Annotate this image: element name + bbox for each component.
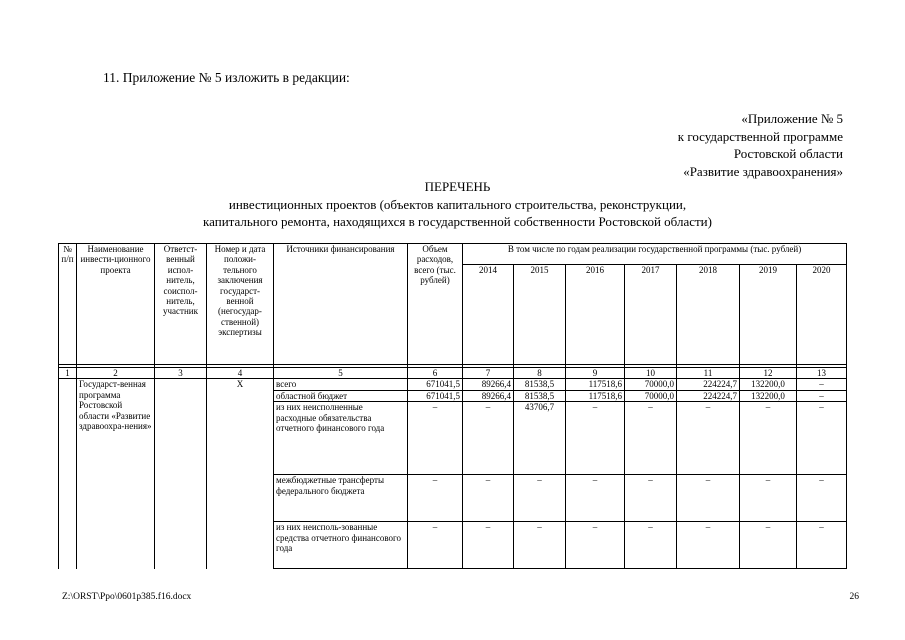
value-cell: – — [677, 522, 740, 569]
header-conclusion: Номер и дата положи-тельного заключения государст-венной (негосудар-ственной) экспертизы — [207, 244, 274, 365]
appendix-header — [678, 110, 843, 180]
source-cell: областной бюджет — [274, 390, 408, 401]
intro-text: 11. Приложение № 5 изложить в редакции: — [103, 70, 350, 85]
value-cell: – — [797, 522, 847, 569]
value-cell: – — [740, 475, 797, 522]
header-year: 2020 — [797, 265, 847, 365]
source-cell: межбюджетные трансферты федерального бюджета — [274, 475, 408, 522]
header-year: 2014 — [463, 265, 514, 365]
value-cell: – — [677, 475, 740, 522]
source-cell: из них неисполь-зованные средства отчетного финансового года — [274, 522, 408, 569]
value-cell: – — [566, 402, 625, 475]
value-cell: – — [797, 402, 847, 475]
value-cell: – — [408, 475, 463, 522]
value-cell: – — [566, 522, 625, 569]
title-heading: ПЕРЕЧЕНЬ — [424, 179, 491, 194]
header-year: 2016 — [566, 265, 625, 365]
row-num-cell — [59, 390, 77, 401]
table-row — [59, 379, 847, 390]
footer-file-path: Z:\ORST\Ppo\0601p385.f16.docx — [62, 592, 192, 602]
executor-cell — [155, 379, 207, 569]
source-cell: всего — [274, 379, 408, 390]
column-number: 2 — [77, 368, 155, 379]
value-cell: – — [408, 522, 463, 569]
value-cell: 132200,0 — [740, 390, 797, 401]
header-year: 2017 — [625, 265, 677, 365]
column-number: 9 — [566, 368, 625, 379]
header-year: 2019 — [740, 265, 797, 365]
column-number: 10 — [625, 368, 677, 379]
column-number: 4 — [207, 368, 274, 379]
appendix-line: к государственной программе — [677, 128, 843, 144]
column-number: 1 — [59, 368, 77, 379]
header-year: 2015 — [514, 265, 566, 365]
column-number: 8 — [514, 368, 566, 379]
header-volume: Объем расходов, всего (тыс. рублей) — [408, 244, 463, 365]
column-number: 6 — [408, 368, 463, 379]
value-cell: 43706,7 — [514, 402, 566, 475]
document-title — [60, 178, 855, 231]
value-cell: – — [625, 475, 677, 522]
row-num-cell — [59, 402, 77, 475]
value-cell: – — [797, 379, 847, 390]
value-cell: – — [463, 475, 514, 522]
appendix-line: «Развитие здравоохранения» — [683, 163, 843, 179]
value-cell: – — [514, 475, 566, 522]
column-number: 12 — [740, 368, 797, 379]
row-num-cell — [59, 522, 77, 569]
value-cell: 70000,0 — [625, 390, 677, 401]
value-cell: 117518,6 — [566, 390, 625, 401]
value-cell: 89266,4 — [463, 390, 514, 401]
column-number: 3 — [155, 368, 207, 379]
value-cell: – — [625, 402, 677, 475]
appendix-line: «Приложение № 5 — [741, 111, 843, 126]
title-line: капитального ремонта, находящихся в государственной собственности Ростовской области) — [203, 214, 712, 229]
value-cell: 89266,4 — [463, 379, 514, 390]
value-cell: – — [463, 402, 514, 475]
value-cell: 224224,7 — [677, 390, 740, 401]
value-cell: 70000,0 — [625, 379, 677, 390]
value-cell: – — [797, 475, 847, 522]
header-executor: Ответст-венный испол-нитель, соиспол-нитель, участник — [155, 244, 207, 365]
column-number: 5 — [274, 368, 408, 379]
value-cell: – — [514, 522, 566, 569]
value-cell: – — [625, 522, 677, 569]
value-cell: – — [677, 402, 740, 475]
header-year: 2018 — [677, 265, 740, 365]
value-cell: 671041,5 — [408, 379, 463, 390]
conclusion-cell: X — [207, 379, 274, 569]
column-number: 11 — [677, 368, 740, 379]
value-cell: – — [740, 402, 797, 475]
value-cell: – — [566, 475, 625, 522]
value-cell: – — [408, 402, 463, 475]
header-project-name: Наименование инвести-ционного проекта — [77, 244, 155, 365]
header-num: № п/п — [59, 244, 77, 365]
value-cell: 224224,7 — [677, 379, 740, 390]
value-cell: – — [797, 390, 847, 401]
header-sources: Источники финансирования — [274, 244, 408, 365]
value-cell: 671041,5 — [408, 390, 463, 401]
source-cell: из них неисполненные расходные обязательства отчетного финансового года — [274, 402, 408, 475]
column-number: 7 — [463, 368, 514, 379]
column-number: 13 — [797, 368, 847, 379]
title-line: инвестиционных проектов (объектов капитального строительства, реконструкции, — [228, 196, 687, 212]
value-cell: – — [740, 522, 797, 569]
value-cell: 117518,6 — [566, 379, 625, 390]
project-name-cell: Государст-венная программа Ростовской области «Развитие здравоохра-нения» — [77, 379, 155, 569]
row-num-cell — [59, 475, 77, 522]
value-cell: – — [463, 522, 514, 569]
investment-projects-table — [58, 243, 847, 569]
header-years-group: В том числе по годам реализации государственной программы (тыс. рублей) — [463, 244, 847, 265]
value-cell: 132200,0 — [740, 379, 797, 390]
appendix-line: Ростовской области — [733, 146, 843, 161]
row-num-cell — [59, 379, 77, 390]
value-cell: 81538,5 — [514, 379, 566, 390]
value-cell: 81538,5 — [514, 390, 566, 401]
page-number: 26 — [849, 592, 859, 602]
